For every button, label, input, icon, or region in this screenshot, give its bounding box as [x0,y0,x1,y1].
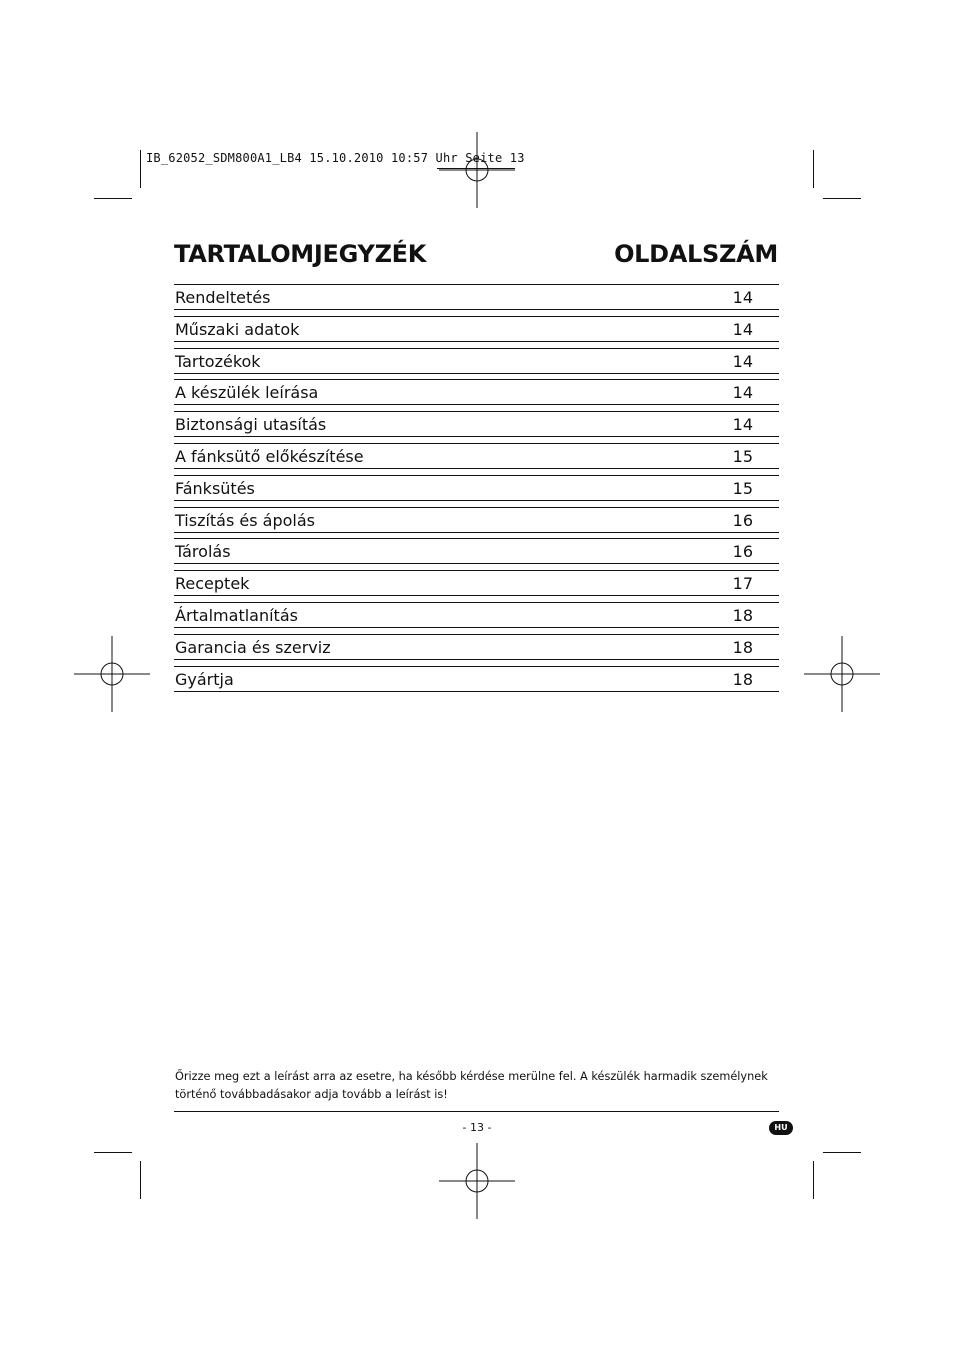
toc-entry-page: 14 [732,383,753,403]
toc-entry-title: Rendeltetés [175,288,271,307]
crop-mark [140,1161,141,1199]
toc-row[interactable] [174,443,779,469]
toc-row[interactable] [174,316,779,342]
toc-entry-page: 18 [732,637,753,657]
registration-mark-icon [439,1143,515,1223]
page-column-title: OLDALSZÁM [614,240,778,268]
crop-mark [813,150,814,188]
toc-entry-page: 17 [732,574,753,594]
toc-list [174,284,779,697]
toc-title: TARTALOMJEGYZÉK [174,240,427,268]
toc-row[interactable] [174,538,779,564]
toc-row[interactable] [174,602,779,628]
note-line: történő továbbadásakor adja tovább a leírást is! [175,1088,448,1101]
toc-entry-title: Garancia és szerviz [175,637,331,657]
toc-entry-page: 18 [732,605,753,625]
toc-row[interactable] [174,284,779,310]
toc-row[interactable] [174,348,779,374]
toc-row[interactable] [174,507,779,533]
registration-mark-icon [804,636,880,716]
registration-mark-icon [439,132,515,212]
toc-row[interactable] [174,475,779,501]
print-slug: IB_62052_SDM800A1_LB4 15.10.2010 10:57 Uhr Seite 13 [146,151,525,165]
toc-entry-title: Fánksütés [175,478,255,498]
toc-entry-page: 14 [732,319,753,339]
crop-mark [823,198,861,199]
toc-entry-page: 14 [732,288,753,307]
toc-entry-title: Tárolás [175,542,231,562]
toc-row[interactable] [174,666,779,692]
crop-mark [823,1152,861,1153]
toc-row[interactable] [174,570,779,596]
toc-entry-title: Ártalmatlanítás [175,605,298,625]
toc-entry-title: Gyártja [175,669,234,689]
toc-entry-page: 15 [732,446,753,466]
crop-mark [813,1161,814,1199]
toc-entry-page: 16 [732,510,753,530]
toc-entry-page: 14 [732,415,753,435]
toc-entry-title: A készülék leírása [175,383,319,403]
footer-divider [174,1111,779,1112]
toc-entry-title: A fánksütő előkészítése [175,446,364,466]
note-line: Őrizze meg ezt a leírást arra az esetre, ha később kérdése merülne fel. A készülék harmadik személynek [175,1070,768,1083]
toc-row[interactable] [174,379,779,405]
registration-mark-icon [74,636,150,716]
toc-entry-title: Műszaki adatok [175,319,300,339]
crop-mark [140,150,141,188]
toc-entry-page: 15 [732,478,753,498]
toc-entry-title: Biztonsági utasítás [175,415,327,435]
toc-entry-page: 16 [732,542,753,562]
toc-row[interactable] [174,634,779,660]
crop-mark [94,198,132,199]
toc-row[interactable] [174,411,779,437]
toc-entry-page: 14 [732,351,753,371]
crop-mark [94,1152,132,1153]
toc-entry-page: 18 [732,669,753,689]
toc-entry-title: Tiszítás és ápolás [175,510,316,530]
page-number: - 13 - [462,1121,492,1134]
toc-heading [174,240,778,274]
language-badge: HU [769,1121,793,1135]
keep-manual-note [175,1068,775,1104]
toc-entry-title: Tartozékok [175,351,261,371]
toc-entry-title: Receptek [175,574,250,594]
